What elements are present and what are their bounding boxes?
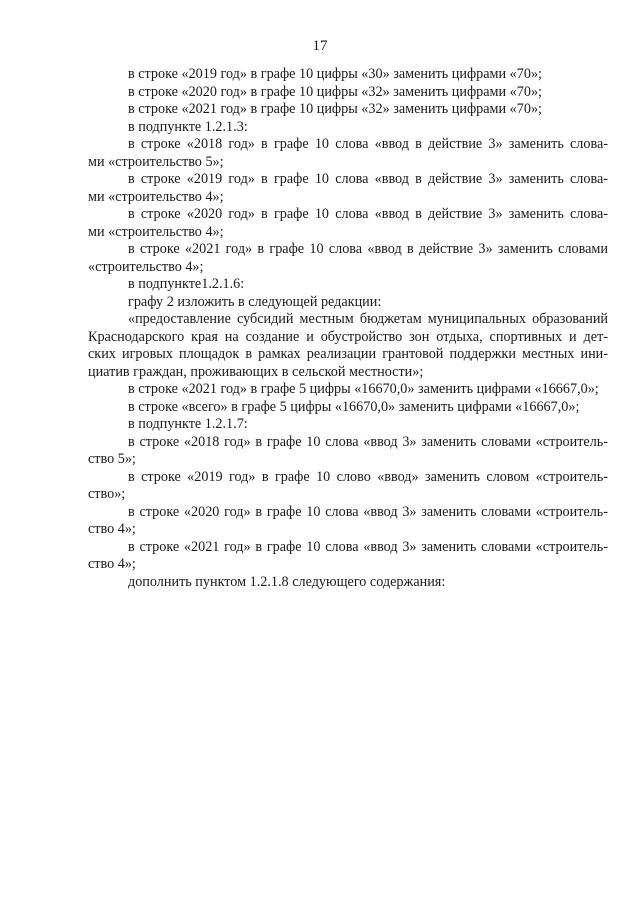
text-line: ство 4»; [88, 556, 136, 572]
text-line: ство 5»; [88, 451, 136, 467]
text-line: в строке «2019 год» в графе 10 цифры «30» заменить цифрами «70»; [128, 66, 542, 82]
text-line: в строке «2021 год» в графе 10 цифры «32» заменить цифрами «70»; [128, 101, 542, 117]
text-line: ство 4»; [88, 521, 136, 537]
text-line: циатив граждан, проживающих в сельской местности»; [88, 363, 424, 380]
page-number: 17 [312, 38, 328, 54]
text-line: ми «строительство 4»; [88, 223, 224, 240]
text-line: ство»; [88, 486, 126, 502]
text-line: в подпункте 1.2.1.7: [128, 416, 248, 432]
text-line: «строительство 4»; [88, 258, 204, 275]
text-line: в строке «2020 год» в графе 10 слова «ввод 3» заменить словами «строитель- [128, 503, 608, 520]
text-line: ми «строительство 5»; [88, 153, 224, 170]
text-line: в строке «2019 год» в графе 10 слово «ввод» заменить словом «строитель- [128, 468, 608, 485]
text-line: дополнить пунктом 1.2.1.8 следующего содержания: [128, 573, 446, 590]
text-line: в строке «2019 год» в графе 10 слова «ввод в действие 3» заменить слова- [128, 171, 608, 187]
text-line: «предоставление субсидий местным бюджетам муниципальных образований [128, 311, 608, 327]
text-line: в строке «всего» в графе 5 цифры «16670,0» заменить цифрами «16667,0»; [128, 398, 580, 415]
text-line: в подпункте 1.2.1.3: [128, 118, 248, 135]
document-body [88, 66, 608, 591]
text-line: ских игровых площадок в рамках реализации грантовой поддержки местных ини- [88, 346, 608, 362]
text-line: в строке «2021 год» в графе 10 слова «ввод в действие 3» заменить словами [128, 241, 608, 257]
text-line: в строке «2020 год» в графе 10 цифры «32» заменить цифрами «70»; [128, 83, 542, 100]
text-line: в строке «2021 год» в графе 5 цифры «16670,0» заменить цифрами «16667,0»; [128, 381, 599, 397]
text-line: Краснодарского края на создание и обустройство зон отдыха, спортивных и дет- [88, 328, 608, 345]
text-line: в строке «2021 год» в графе 10 слова «ввод 3» заменить словами «строитель- [128, 538, 608, 555]
text-line: ми «строительство 4»; [88, 188, 224, 205]
text-line: в строке «2020 год» в графе 10 слова «ввод в действие 3» заменить слова- [128, 206, 608, 222]
text-line: в строке «2018 год» в графе 10 слова «ввод в действие 3» заменить слова- [128, 136, 608, 152]
text-line: графу 2 изложить в следующей редакции: [128, 293, 382, 310]
text-line: в подпункте1.2.1.6: [128, 276, 245, 292]
text-line: в строке «2018 год» в графе 10 слова «ввод 3» заменить словами «строитель- [128, 433, 608, 450]
